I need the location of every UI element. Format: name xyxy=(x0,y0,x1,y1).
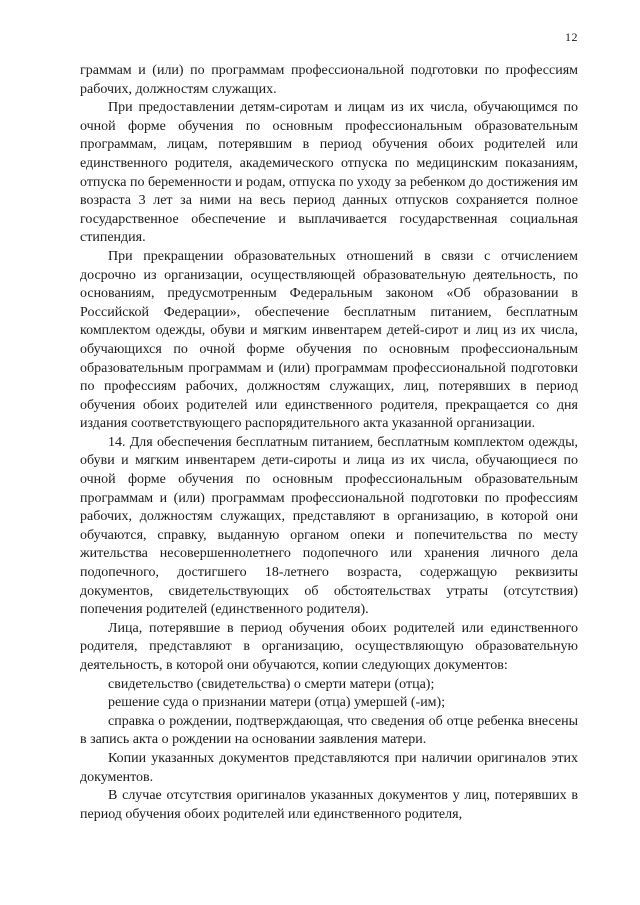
page-number: 12 xyxy=(565,30,578,44)
list-item-death-certificate: свидетельство (свидетельства) о смерти матери (отца); xyxy=(108,676,435,692)
paragraph-academic-leave: При предоставлении детям-сиротам и лицам из их числа, обучающимся по очной форме обучения по основным профессиональным образовательным программам, лицам, потерявшим в период обучения обоих родителей или единственного родителя, академического отпуска по медицинским показаниям, отпуска по беременности и родам, отпуска по уходу за ребенком до достижения им возраста 3 лет за ними на весь период данных отпусков сохраняется полное государственное обеспечение и выплачивается государственная социальная стипендия. xyxy=(80,100,578,246)
paragraph-termination: При прекращении образовательных отношений в связи с отчислением досрочно из организации, осуществляющей образовательную деятельность, по основаниям, предусмотренным Федеральным законом «Об образовании в Российской Федерации», обеспечение бесплатным питанием, бесплатным комплектом одежды, обуви и мягким инвентарем детей-сирот и лиц из их числа, обучающихся по очной форме обучения по основным профессиональным образовательным программам и (или) программам профессиональной подготовки по профессиям рабочих, должностям служащих, лиц, потерявших в период обучения обоих родителей или единственного родителя, прекращается со дня издания соответствующего распорядительного акта указанной организации. xyxy=(80,248,578,432)
list-item-court-decision: решение суда о признании матери (отца) умершей (-им); xyxy=(108,695,446,711)
paragraph-copies: Копии указанных документов представляются при наличии оригиналов этих документов. xyxy=(80,750,578,785)
paragraph-lost-parents: Лица, потерявшие в период обучения обоих родителей или единственного родителя, представляют в организацию, осуществляющую образовательную деятельность, в которой они обучаются, копии следующих документов: xyxy=(80,620,578,673)
paragraph-continuation: граммам и (или) по программам профессиональной подготовки по профессиям рабочих, должностям служащих. xyxy=(80,63,578,97)
paragraph-item-14: 14. Для обеспечения бесплатным питанием, бесплатным комплектом одежды, обуви и мягким инвентарем дети-сироты и лица из их числа, обучающиеся по очной форме обучения по основным профессиональным образовательным программам и (или) программам профессиональной подготовки по профессиям рабочих, должностям служащих, представляют в организацию, в которой они обучаются, справку, выданную органом опеки и попечительства по месту жительства несовершеннолетнего подопечного или хранения личного дела подопечного, достигшего 18-летнего возраста, содержащую реквизиты документов, свидетельствующих об обстоятельствах утраты (отсутствия) попечения родителей (единственного родителя). xyxy=(80,434,578,618)
document-body xyxy=(80,62,578,824)
paragraph-absence-originals: В случае отсутствия оригиналов указанных документов у лиц, потерявших в период обучения обоих родителей или единственного родителя, xyxy=(80,788,578,822)
list-item-birth-certificate: справка о рождении, подтверждающая, что сведения об отце ребенка внесены в запись акта о рождении на основании заявления матери. xyxy=(80,713,578,748)
